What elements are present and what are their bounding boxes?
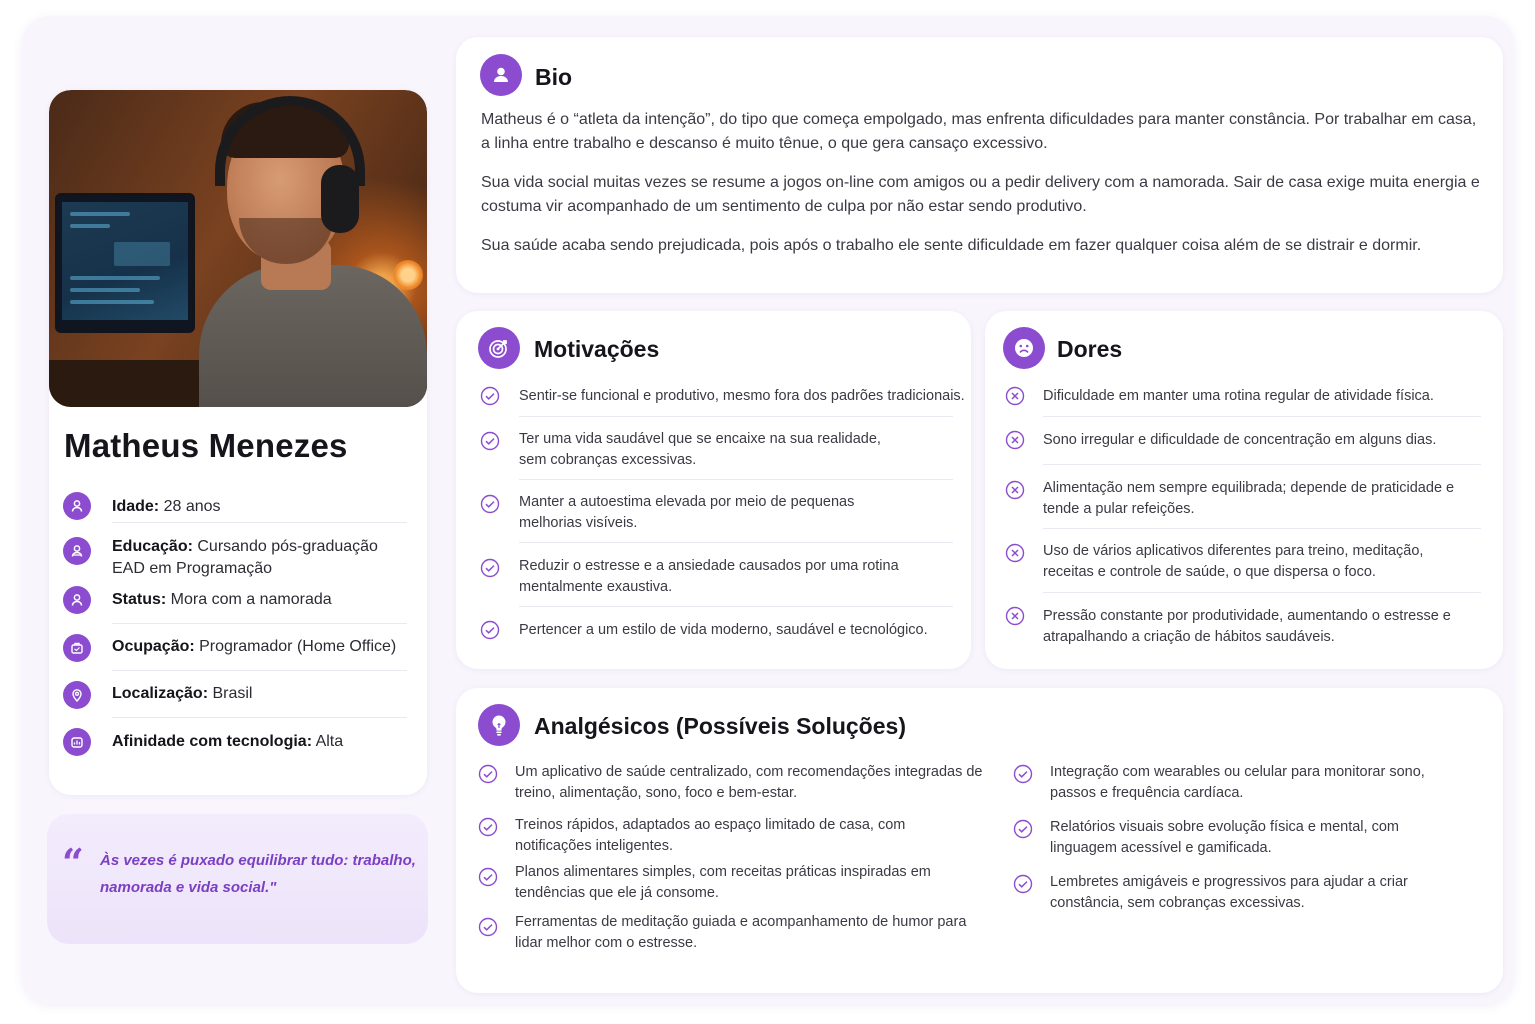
- x-circle-icon: [1005, 430, 1025, 450]
- fact-localizacao: [63, 671, 407, 717]
- motivacao-text: Pertencer a um estilo de vida moderno, saudável e tecnológico.: [519, 622, 928, 638]
- fact-value: Alta: [312, 733, 344, 750]
- fact-value: Cursando pós-graduação EAD em Programação: [112, 538, 378, 577]
- fact-label: Educação:: [112, 538, 193, 555]
- dores-title: Dores: [1057, 336, 1123, 362]
- profile-photo: [49, 90, 427, 407]
- bio-title: Bio: [535, 64, 573, 90]
- education-icon: [63, 537, 91, 565]
- quote-mark-icon: “: [62, 840, 84, 885]
- bio-paragraph: Sua saúde acaba sendo prejudicada, pois após o trabalho ele sente dificuldade em fazer qualquer coisa além de se distrair e dormir.: [481, 237, 1422, 254]
- bio-paragraph: Matheus é o “atleta da intenção”, do tipo que começa empolgado, mas enfrenta dificuldades para manter constância. Por trabalhar em casa, a linha entre trabalho e descanso é muito tênue, o que gera cansaço excessivo.: [481, 111, 1477, 152]
- check-circle-icon: [480, 386, 500, 406]
- fact-value: Mora com a namorada: [166, 591, 332, 608]
- fact-value: Brasil: [208, 685, 253, 702]
- check-circle-icon: [478, 867, 498, 887]
- check-circle-icon: [480, 431, 500, 451]
- solucao-text: Um aplicativo de saúde centralizado, com recomendações integradas de treino, alimentação, sono, foco e bem-estar.: [515, 764, 983, 801]
- fact-idade: [63, 488, 407, 522]
- dores-card: [985, 311, 1503, 669]
- x-circle-icon: [1005, 543, 1025, 563]
- motivacoes-title: Motivações: [534, 336, 660, 362]
- user-icon: [63, 586, 91, 614]
- check-circle-icon: [478, 817, 498, 837]
- check-circle-icon: [480, 494, 500, 514]
- fact-label: Localização:: [112, 685, 209, 702]
- solucao-text: Ferramentas de meditação guiada e acompanhamento de humor para lidar melhor com o estresse.: [515, 914, 967, 951]
- fact-label: Idade:: [112, 498, 160, 515]
- analgesicos-card: [456, 688, 1503, 993]
- target-icon: [478, 327, 520, 369]
- check-circle-icon: [1013, 819, 1033, 839]
- check-circle-icon: [480, 620, 500, 640]
- location-pin-icon: [63, 681, 91, 709]
- check-circle-icon: [1013, 764, 1033, 784]
- analgesicos-title: Analgésicos (Possíveis Soluções): [534, 713, 906, 739]
- motivacao-text: Reduzir o estresse e a ansiedade causados por uma rotina mentalmente exaustiva.: [519, 558, 899, 595]
- solucao-text: Lembretes amigáveis e progressivos para ajudar a criar constância, sem cobranças excessivas.: [1050, 874, 1408, 911]
- profile-card: [49, 90, 427, 795]
- check-circle-icon: [480, 558, 500, 578]
- motivacao-text: Manter a autoestima elevada por meio de pequenas melhorias visíveis.: [519, 494, 855, 531]
- bio-card: [456, 37, 1503, 293]
- persona-facts: [63, 488, 407, 764]
- check-circle-icon: [478, 917, 498, 937]
- fact-educacao: [63, 523, 407, 583]
- tech-icon: [63, 728, 91, 756]
- check-circle-icon: [478, 764, 498, 784]
- fact-label: Status:: [112, 591, 167, 608]
- solucao-text: Planos alimentares simples, com receitas práticas inspiradas em tendências que ele já consome.: [515, 864, 931, 901]
- persona-quote: [47, 814, 428, 944]
- motivacoes-card: [456, 311, 971, 669]
- x-circle-icon: [1005, 606, 1025, 626]
- fact-label: Afinidade com tecnologia:: [112, 733, 313, 750]
- dor-text: Pressão constante por produtividade, aumentando o estresse e atrapalhando a criação de hábitos saudáveis.: [1043, 608, 1451, 645]
- user-icon: [480, 54, 522, 96]
- sad-face-icon: [1003, 327, 1045, 369]
- user-icon: [63, 492, 91, 520]
- solucao-text: Treinos rápidos, adaptados ao espaço limitado de casa, com notificações inteligentes.: [515, 817, 906, 854]
- x-circle-icon: [1005, 386, 1025, 406]
- briefcase-icon: [63, 634, 91, 662]
- quote-text: Às vezes é puxado equilibrar tudo: trabalho, namorada e vida social.": [100, 852, 416, 896]
- check-circle-icon: [1013, 874, 1033, 894]
- dor-text: Uso de vários aplicativos diferentes para treino, meditação, receitas e controle de saúde, o que dispersa o foco.: [1043, 543, 1424, 580]
- lightbulb-icon: [478, 704, 520, 746]
- fact-ocupacao: [63, 624, 407, 670]
- fact-label: Ocupação:: [112, 638, 195, 655]
- fact-value: Programador (Home Office): [194, 638, 397, 655]
- motivacao-text: Sentir-se funcional e produtivo, mesmo fora dos padrões tradicionais.: [519, 388, 965, 404]
- bio-paragraph: Sua vida social muitas vezes se resume a jogos on-line com amigos ou a pedir delivery com a namorada. Sair de casa exige muita energia e costuma vir acompanhado de um sentimento de culpa por não estar sendo produtivo.: [481, 174, 1480, 215]
- x-circle-icon: [1005, 480, 1025, 500]
- persona-name: Matheus Menezes: [64, 427, 348, 464]
- fact-status: [63, 583, 407, 623]
- fact-value: 28 anos: [159, 498, 221, 515]
- dor-text: Dificuldade em manter uma rotina regular de atividade física.: [1043, 388, 1434, 404]
- dor-text: Alimentação nem sempre equilibrada; depende de praticidade e tende a pular refeições.: [1043, 480, 1455, 517]
- fact-afinidade: [63, 718, 407, 764]
- dor-text: Sono irregular e dificuldade de concentração em alguns dias.: [1043, 432, 1437, 448]
- solucao-text: Integração com wearables ou celular para monitorar sono, passos e frequência cardíaca.: [1050, 764, 1425, 801]
- motivacao-text: Ter uma vida saudável que se encaixe na sua realidade, sem cobranças excessivas.: [519, 431, 881, 468]
- solucao-text: Relatórios visuais sobre evolução física e mental, com linguagem acessível e gamificada.: [1050, 819, 1399, 856]
